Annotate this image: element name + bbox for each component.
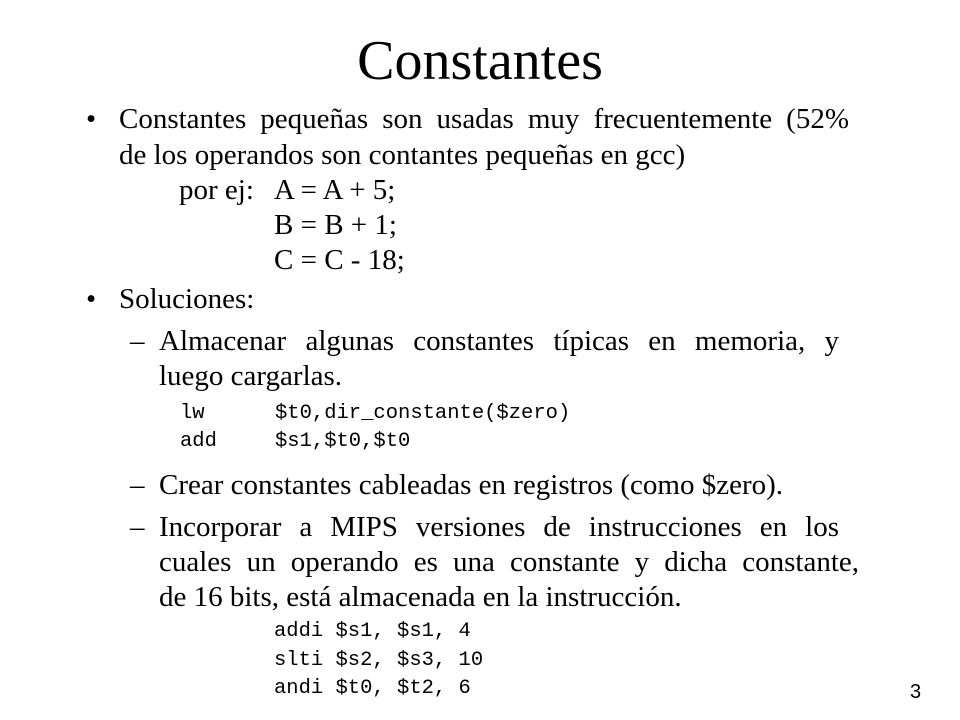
sub1-line1: Almacenar algunas constantes típicas en memoria, y bbox=[159, 325, 839, 357]
code-args: $t0,dir_constante($zero) bbox=[275, 402, 571, 425]
example-label: por ej: bbox=[179, 174, 254, 206]
sub3-line2: cuales un operando es una constante y dicha constante, bbox=[159, 546, 859, 578]
example-line: C = C - 18; bbox=[274, 244, 405, 276]
sub2-line1: Crear constantes cableadas en registros (como $zero). bbox=[159, 469, 784, 501]
bullet-marker: • bbox=[86, 103, 97, 135]
dash-marker: – bbox=[130, 469, 145, 501]
code-op: add bbox=[180, 430, 217, 453]
code-args: $s1,$t0,$t0 bbox=[275, 430, 411, 453]
sub1-line2: luego cargarlas. bbox=[159, 360, 343, 392]
example-line: A = A + 5; bbox=[274, 174, 396, 206]
slide-title: Constantes bbox=[357, 30, 603, 92]
code-line: andi $t0, $t2, 6 bbox=[274, 677, 471, 700]
page-number: 3 bbox=[910, 681, 922, 703]
dash-marker: – bbox=[130, 325, 145, 357]
sub3-line1: Incorporar a MIPS versiones de instrucciones en los bbox=[159, 511, 839, 543]
code-line: addi $s1, $s1, 4 bbox=[274, 620, 471, 643]
example-line: B = B + 1; bbox=[274, 209, 397, 241]
bullet2-label: Soluciones: bbox=[119, 283, 255, 315]
code-line: slti $s2, $s3, 10 bbox=[274, 649, 484, 672]
code-op: lw bbox=[180, 402, 205, 425]
sub3-line3: de 16 bits, está almacenada en la instrucción. bbox=[159, 581, 682, 613]
bullet1-line2: de los operandos son contantes pequeñas en gcc) bbox=[119, 139, 686, 171]
bullet1-line1: Constantes pequeñas son usadas muy frecuentemente (52% bbox=[119, 103, 849, 135]
dash-marker: – bbox=[130, 511, 145, 543]
bullet-marker: • bbox=[86, 283, 97, 315]
